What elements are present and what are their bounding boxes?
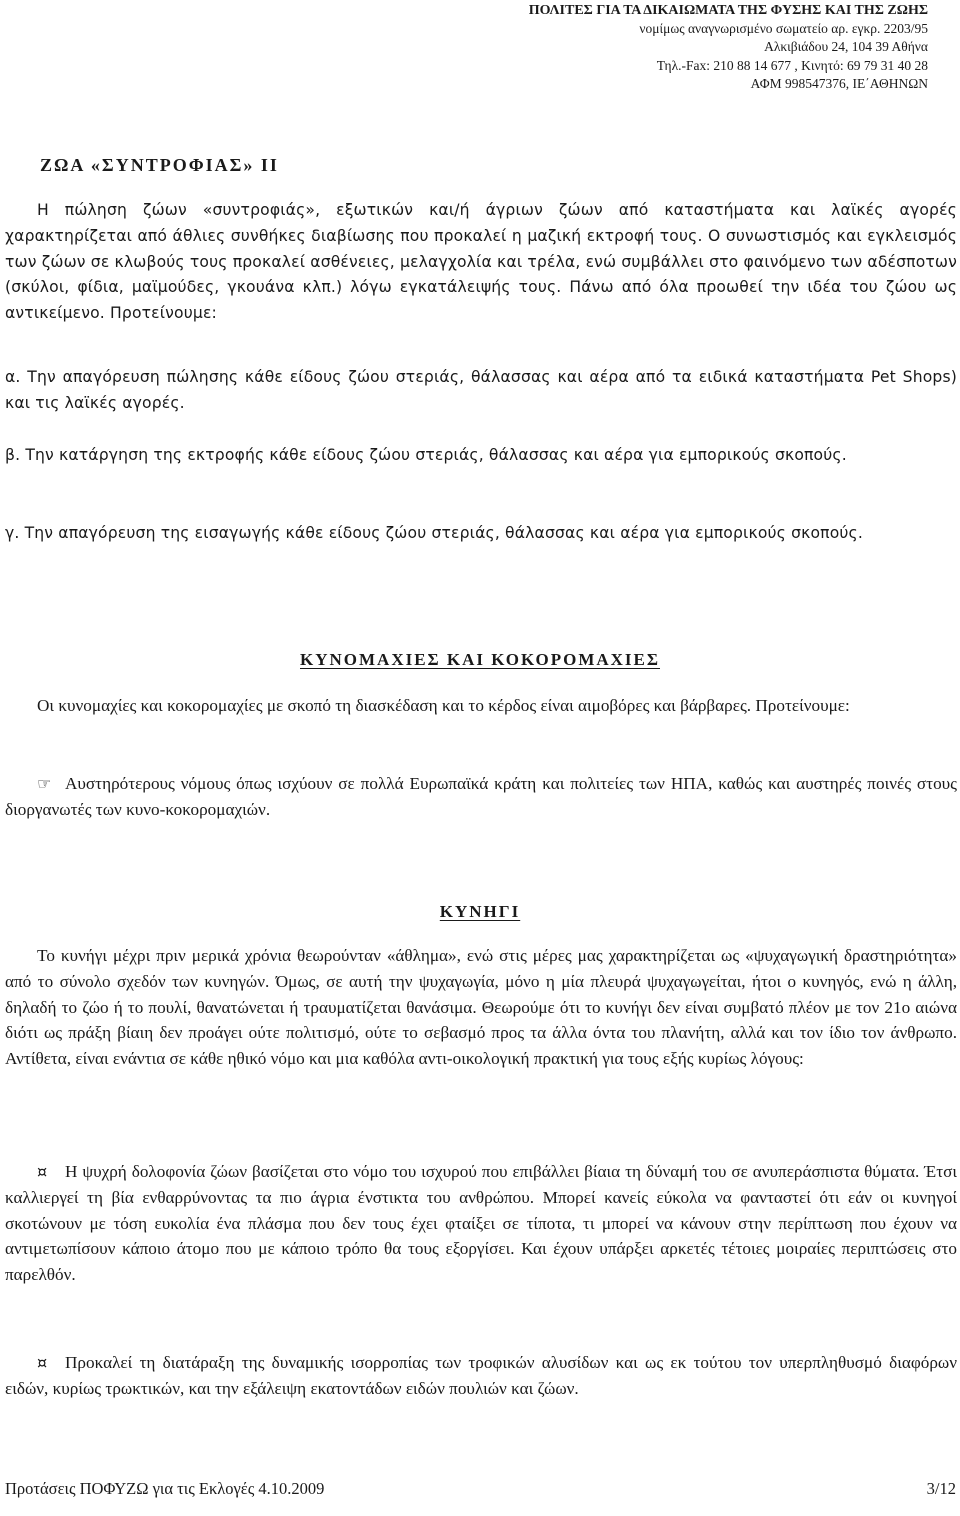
page-number: 3/12	[926, 1479, 956, 1498]
intro-text: Το κυνήγι μέχρι πριν μερικά χρόνια θεωρούνταν «άθλημα», ενώ στις μέρες μας χαρακτηρίζεται ως «ψυχαγωγική δραστηριότητα» από το σύνολο σχεδόν των κυνηγών. Όμως, σε αυτή την ψυχαγωγία, μόνο η μία πλευρά ψυχαγωγείται, ήτοι ο κυνηγός, ενώ η άλλη, δηλαδή το ζώο ή το πουλί, θανατώνεται ή τραυματίζεται θανάσιμα. Θεωρούμε ότι το κυνήγι δεν είναι συμβατό πλέον με τον 21ο αιώνα διότι ως πράξη βίαιη δεν προάγει ούτε πολιτισμό, ούτε το σεβασμό προς τα άλλα όντα του πλανήτη, αλλά και τον ίδιο τον άνθρωπο. Αντίθετα, είναι ενάντια σε κάθε ηθικό νόμο και μια καθόλα αντι-οικολογική πρακτική για τους εξής κυρίως λόγους:	[5, 946, 957, 1069]
companion-animals-intro	[5, 198, 957, 327]
organization-name: ΠΟΛΙΤΕΣ ΓΙΑ ΤΑ ΔΙΚΑΙΩΜΑΤΑ ΤΗΣ ΦΥΣΗΣ ΚΑΙ ΤΗΣ ΖΩΗΣ	[528, 3, 928, 18]
proposal-item-a: α. Την απαγόρευση πώλησης κάθε είδους ζώου στεριάς, θάλασσας και αέρα από τα ειδικά καταστήματα Pet Shops) και τις λαϊκές αγορές.	[5, 368, 957, 412]
proposal-item-c: γ. Την απαγόρευση της εισαγωγής κάθε είδους ζώου στεριάς, θάλασσας και αέρα για εμπορικούς σκοπούς.	[5, 524, 863, 542]
section-title-hunting: ΚΥΝΗΓΙ	[439, 902, 521, 921]
bullet-text: Προκαλεί τη διατάραξη της δυναμικής ισορροπίας των τροφικών αλυσίδων και ως εκ τούτου τον υπερπληθυσμό διαφόρων ειδών, κυρίως τρωκτικών, και την εξάλειψη εκατοντάδων ειδών πουλιών και ζώων.	[5, 1353, 957, 1398]
currency-sign-icon: ¤	[37, 1353, 48, 1372]
phone-line: Τηλ.-Fax: 210 88 14 677 , Κινητό: 69 79 31 40 28	[656, 57, 928, 73]
hand-pointer-icon: ☞	[37, 774, 52, 793]
bullet-text: Η ψυχρή δολοφονία ζώων βασίζεται στο νόμο του ισχυρού που επιβάλλει βίαια τη δύναμή του σε ανυπεράσπιστα θύματα. Έτσι καλλιεργεί τη βία ενθαρρύνοντας τα πιο άγρια ένστικτα του ανθρώπου. Μπορεί κανείς εύκολα να φανταστεί ότι εάν οι κυνηγοί σκοτώνουν με τόση ευκολία ένα πλάσμα που δεν τους έχει φταίξει σε τίποτα, τι μπορεί να κάνουν στην περίπτωση που έχουν να αντιμετωπίσουν κάποιο άτομο που με κάποιο τρόπο θα τους εξοργίσει. Και έχουν υπάρξει αρκετές τέτοιες μοιραίες περιπτώσεις στο παρελθόν.	[5, 1162, 957, 1285]
tax-id-line: ΑΦΜ 998547376, ΙΕ΄ΑΘΗΝΩΝ	[750, 75, 928, 91]
section-title-companion-animals: ΖΩΑ «ΣΥΝΤΡΟΦΙΑΣ» ΙΙ	[40, 155, 279, 175]
intro-text: Οι κυνομαχίες και κοκορομαχίες με σκοπό τη διασκέδαση και το κέρδος είναι αιμοβόρες και βάρβαρες. Προτείνουμε:	[37, 696, 850, 715]
hunting-bullet-2	[5, 1350, 957, 1402]
proposal-item-b: β. Την κατάργηση της εκτροφής κάθε είδους ζώου στεριάς, θάλασσας και αέρα για εμπορικούς σκοπούς.	[5, 446, 847, 464]
animal-fights-intro	[5, 693, 957, 719]
hunting-intro	[5, 943, 957, 1072]
hunting-bullet-1	[5, 1159, 957, 1288]
currency-sign-icon: ¤	[37, 1162, 48, 1181]
section-title-animal-fights: ΚΥΝΟΜΑΧΙΕΣ ΚΑΙ ΚΟΚΟΡΟΜΑΧΙΕΣ	[300, 650, 660, 669]
animal-fights-bullet	[5, 771, 957, 823]
registration-line: νομίμως αναγνωρισμένο σωματείο αρ. εγκρ. 2203/95	[639, 21, 928, 37]
address-line: Αλκιβιάδου 24, 104 39 Αθήνα	[764, 39, 928, 55]
intro-text: Η πώληση ζώων «συντροφιάς», εξωτικών και/ή άγριων ζώων από καταστήματα και λαϊκές αγορές χαρακτηρίζεται από άθλιες συνθήκες διαβίωσης που προκαλεί η μαζική εκτροφή τους. Ο συνωστισμός και εγκλεισμός των ζώων σε κλωβούς τους προκαλεί ασθένειες, μελαγχολία και τρέλα, ενώ συμβάλλει στο φαινόμενο των αδέσποτων (σκύλοι, φίδια, μαϊμούδες, γκουάνα κλπ.) λόγω εγκατάλειψής τους. Πάνω από όλα προωθεί την ιδέα του ζώου ως αντικείμενο. Προτείνουμε:	[5, 201, 957, 323]
footer-document-title: Προτάσεις ΠΟΦΥΖΩ για τις Εκλογές 4.10.2009	[5, 1479, 325, 1498]
letterhead	[368, 2, 928, 93]
bullet-text: Αυστηρότερους νόμους όπως ισχύουν σε πολλά Ευρωπαϊκά κράτη και πολιτείες των ΗΠΑ, καθώς και αυστηρές ποινές στους διοργανωτές των κυνο-κοκορομαχιών.	[5, 774, 957, 819]
